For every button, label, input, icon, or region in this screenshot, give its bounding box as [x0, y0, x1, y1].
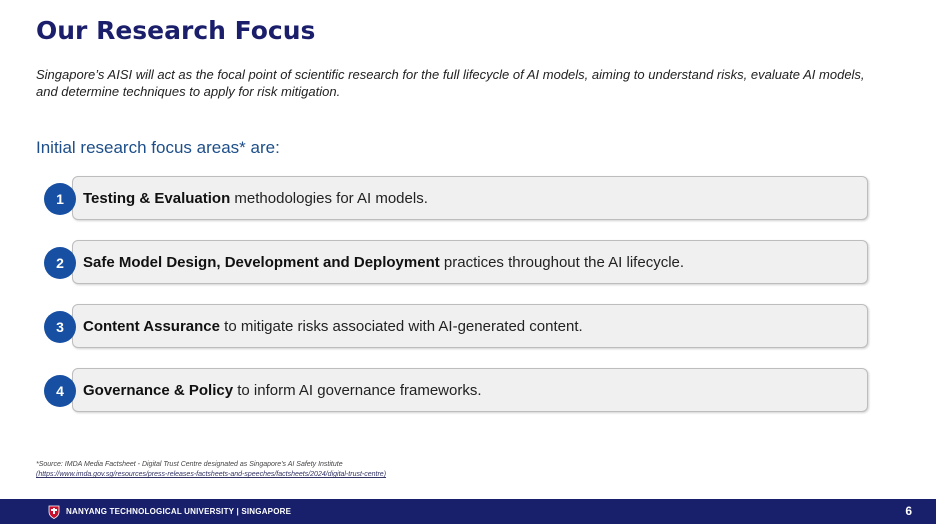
number-badge: 2 [44, 247, 76, 279]
page-number: 6 [905, 504, 912, 518]
source-footnote [36, 460, 386, 480]
university-name: NANYANG TECHNOLOGICAL UNIVERSITY | SINGAPORE [66, 507, 292, 516]
focus-area-item [44, 368, 870, 414]
focus-area-box [72, 304, 868, 348]
footnote-source: *Source: IMDA Media Factsheet - Digital Trust Centre designated as Singapore’s AI Safety Institute [36, 461, 343, 468]
focus-area-description: methodologies for AI models. [230, 189, 428, 207]
focus-area-title: Governance & Policy [83, 381, 234, 399]
focus-area-item [44, 240, 870, 286]
number-badge: 4 [44, 375, 76, 407]
number-badge: 3 [44, 311, 76, 343]
focus-area-description: to inform AI governance frameworks. [233, 381, 482, 399]
focus-area-description: to mitigate risks associated with AI-generated content. [219, 317, 583, 335]
focus-area-title: Content Assurance [83, 317, 220, 335]
focus-area-description: practices throughout the AI lifecycle. [439, 253, 685, 271]
focus-area-list [44, 176, 870, 432]
ntu-crest-icon [48, 505, 60, 519]
focus-area-item [44, 176, 870, 222]
footnote-url-link[interactable]: (https://www.imda.gov.sg/resources/press-releases-factsheets-and-speeches/factsheets/2024/digital-trust-centre) [36, 471, 387, 478]
footer-bar [0, 499, 936, 524]
slide-title: Our Research Focus [36, 16, 316, 45]
focus-area-box [72, 368, 868, 412]
focus-area-box [72, 176, 868, 220]
focus-area-title: Safe Model Design, Development and Deployment [83, 253, 440, 271]
focus-area-title: Testing & Evaluation [83, 189, 231, 207]
focus-area-item [44, 304, 870, 350]
number-badge: 1 [44, 183, 76, 215]
focus-area-box [72, 240, 868, 284]
section-heading: Initial research focus areas* are: [36, 138, 280, 157]
slide-subtitle: Singapore’s AISI will act as the focal point of scientific research for the full lifecycle of AI models, aiming to understand risks, evaluate AI models, and determine techniques to apply for risk mitigation. [36, 67, 865, 99]
